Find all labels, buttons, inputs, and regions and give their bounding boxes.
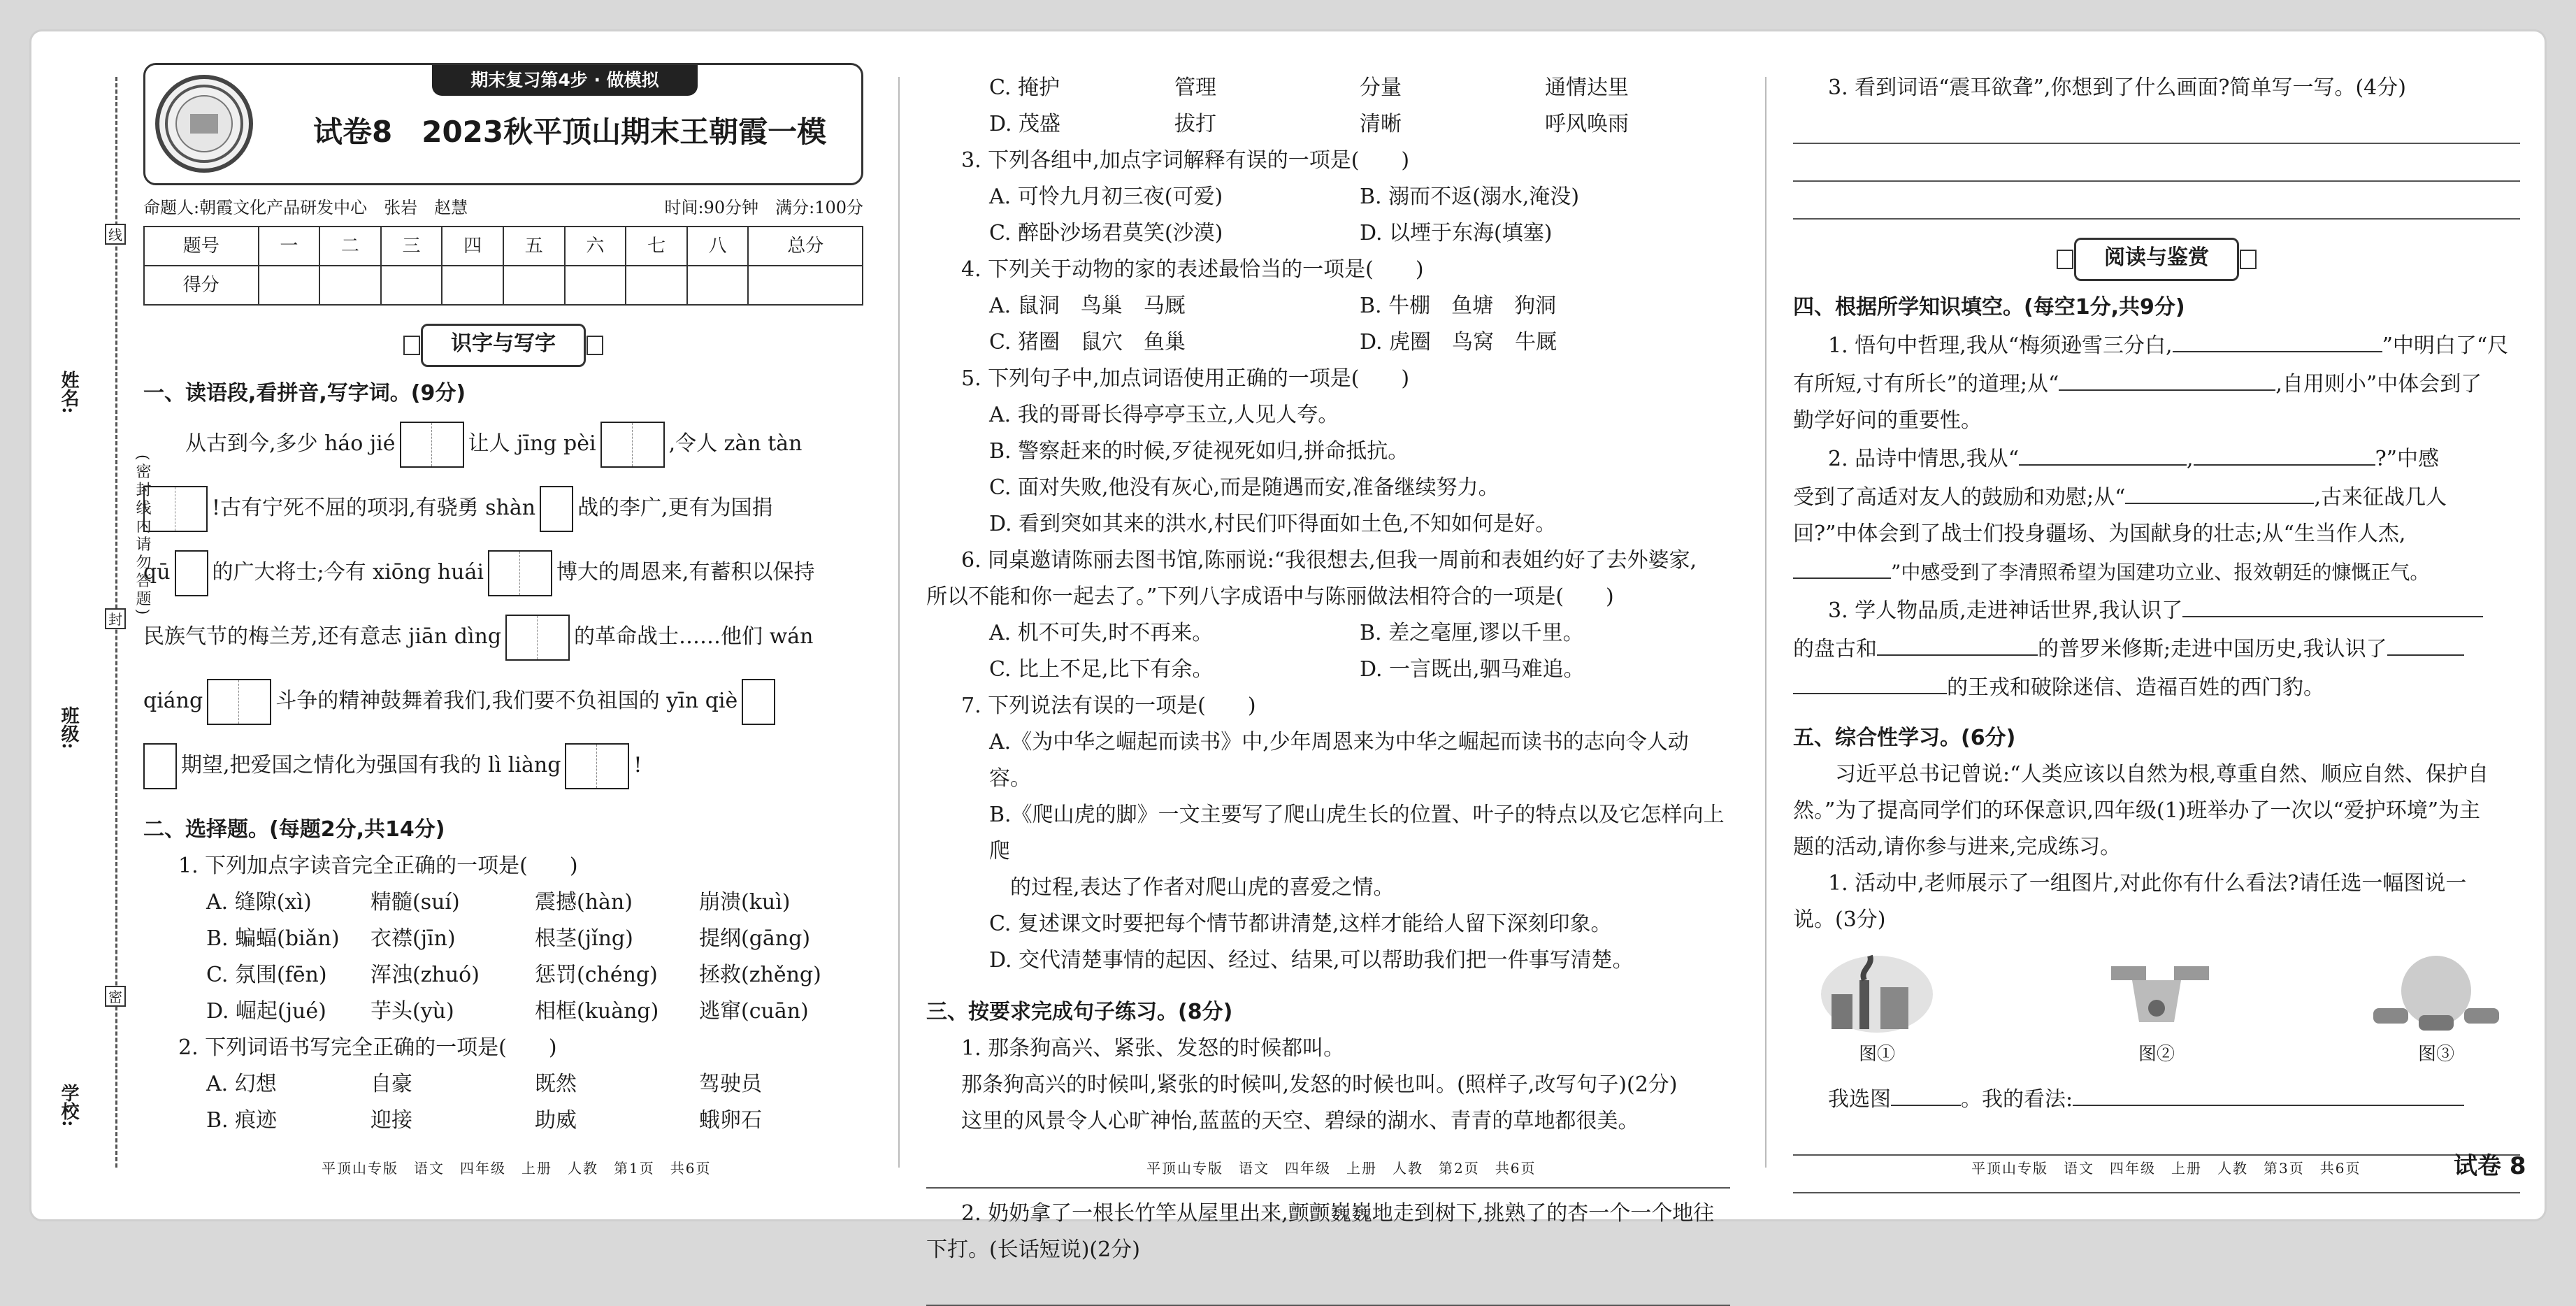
option: A. 机不可失,时不再来。: [989, 621, 1214, 645]
answer-line[interactable]: [1793, 185, 2520, 220]
q1-text: 斗争的精神鼓舞着我们,我们要不负祖国的 yīn qiè: [275, 689, 738, 713]
q1-text: 的广大将士;今有 xiōng huái: [212, 560, 484, 584]
page-divider-1: [898, 77, 900, 1168]
exam-time: 时间:90分钟 满分:100分: [664, 198, 863, 217]
q4-text: 回?”中体会到了战士们投身疆场、为国献身的壮志;从“生当作人杰,: [1793, 522, 2406, 546]
fill-blank[interactable]: [2059, 364, 2275, 391]
option: 管理: [1174, 76, 1216, 100]
option: A. 我的哥哥长得亭亭玉立,人见人夸。: [989, 403, 1339, 427]
q1-text: 民族气节的梅兰芳,还有意志 jiān dìng: [143, 624, 502, 649]
review-banner: 期末复习第4步 · 做模拟: [432, 65, 698, 96]
q5-paragraph: 习近平总书记曾说:“人类应该以自然为根,尊重自然、顺应自然、保护自: [1835, 762, 2489, 787]
option: 蛾卵石: [699, 1108, 762, 1133]
option: 拯救(zhěng): [699, 963, 821, 987]
q4-text: ,古来征战几人: [2314, 485, 2447, 510]
page-2: [926, 70, 1730, 1306]
q1-text: !古有宁死不屈的项羽,有骁勇 shàn: [212, 496, 536, 520]
option: D. 看到突如其来的洪水,村民们吓得面如土色,不知如何是好。: [989, 512, 1557, 536]
answer-line[interactable]: [926, 1271, 1730, 1306]
option: C. 氛围(fēn): [206, 963, 327, 987]
footer-page-1: 平顶山专版 语文 四年级 上册 人教 第1页 共6页: [322, 1160, 712, 1177]
fill-blank[interactable]: [1891, 1079, 1961, 1106]
q4-text: ?”中感: [2375, 447, 2440, 471]
sewage-pipe-icon: [2097, 952, 2216, 1036]
option: 迎接: [370, 1108, 412, 1133]
q1-line-5: [143, 669, 863, 733]
pinyin-box[interactable]: [143, 743, 177, 789]
q3-title: 三、按要求完成句子练习。(8分): [926, 1000, 1233, 1024]
q4-line-1: [1793, 326, 2520, 364]
q3-3-task: 3. 看到词语“震耳欲聋”,你想到了什么画面?简单写一写。(4分): [1828, 76, 2406, 100]
score-input[interactable]: [442, 266, 503, 305]
option: 呼风唤雨: [1545, 112, 1629, 136]
score-cell: 三: [381, 227, 442, 266]
exam-authors: 命题人:朝霞文化产品研发中心 张岩 赵慧: [143, 198, 468, 217]
footer-page-2: 平顶山专版 语文 四年级 上册 人教 第2页 共6页: [1146, 1160, 1537, 1177]
q1-text: 战的李广,更有为国捐: [577, 496, 773, 520]
q1-line-1: [143, 412, 863, 476]
fill-blank[interactable]: [2019, 439, 2187, 466]
option: B. 牛棚 鱼塘 狗洞: [1360, 294, 1557, 318]
option: C. 复述课文时要把每个情节都讲清楚,这样才能给人留下深刻印象。: [989, 912, 1612, 936]
class-label: 班级:: [58, 706, 79, 749]
option: 芋头(yù): [370, 999, 454, 1024]
q2-1-stem: 1. 下列加点字读音完全正确的一项是( ): [178, 854, 578, 878]
exam-header: [143, 63, 863, 185]
score-cell: 总分: [748, 227, 863, 266]
score-input[interactable]: [748, 266, 863, 305]
section-badge-reading: 阅读与鉴赏: [2074, 238, 2239, 281]
q2-2-options-a: [143, 1066, 863, 1103]
fill-blank[interactable]: [2182, 591, 2483, 617]
q3-1-task: 这里的风景令人心旷神怡,蓝蓝的天空、碧绿的湖水、青青的草地都很美。: [961, 1109, 1639, 1133]
q1-line-2: [143, 476, 863, 540]
option: A. 幻想: [206, 1072, 277, 1096]
score-input[interactable]: [687, 266, 749, 305]
fill-blank[interactable]: [2073, 1079, 2464, 1106]
q4-text: 1. 悟句中哲理,我从“梅须逊雪三分白,: [1828, 333, 2173, 358]
option: D. 茂盛: [989, 112, 1061, 136]
option: 通情达里: [1545, 76, 1629, 100]
q5-text: 。我的看法:: [1961, 1087, 2073, 1112]
q4-line-7: [1793, 591, 2520, 629]
q4-line-5: [1793, 516, 2520, 552]
pinyin-box[interactable]: [505, 615, 570, 661]
score-input[interactable]: [626, 266, 687, 305]
score-input[interactable]: [319, 266, 381, 305]
option: C. 掩护: [989, 76, 1060, 100]
q4-text: 的普罗米修斯;走进中国历史,我认识了: [2038, 637, 2387, 661]
q3-2-task: 下打。(长话短说)(2分): [926, 1237, 1140, 1262]
q1-line-3: [143, 540, 863, 605]
q1-text: 的革命战士……他们 wán: [574, 624, 814, 649]
option: 崩溃(kuì): [699, 890, 791, 914]
q1-text: !: [633, 753, 642, 777]
picture-label: 图①: [1858, 1044, 1895, 1065]
option: C. 猪圈 鼠穴 鱼巢: [989, 330, 1186, 354]
traffic-exhaust-icon: [2366, 952, 2506, 1036]
q3-2-sentence: 2. 奶奶拿了一根长竹竿从屋里出来,颤颤巍巍地走到树下,挑熟了的杏一个一个地往: [961, 1201, 1715, 1226]
q4-line-8: [1793, 629, 2520, 668]
seal-mark-secret: 密: [105, 986, 126, 1007]
q4-line-9: [1793, 668, 2520, 706]
q1-text: 从古到今,多少 háo jié: [185, 431, 396, 456]
pinyin-box[interactable]: [143, 486, 208, 532]
q4-line-4: [1793, 478, 2520, 516]
q2-3-options-cd: [926, 215, 1730, 252]
q1-line-6: [143, 733, 863, 798]
q2-2-options-c: [926, 70, 1730, 106]
score-cell: 二: [319, 227, 381, 266]
score-table: [143, 226, 863, 306]
option: D. 一言既出,驷马难追。: [1360, 657, 1585, 682]
q2-6-options-cd: [926, 652, 1730, 688]
q1-title: 一、读语段,看拼音,写字词。(9分): [143, 381, 466, 406]
option: 清晰: [1360, 112, 1402, 136]
answer-line[interactable]: [1793, 147, 2520, 182]
q5-text: 我选图: [1828, 1087, 1891, 1112]
score-value-row: [144, 266, 863, 305]
q1-line-4: [143, 605, 863, 669]
fill-blank[interactable]: [2125, 478, 2314, 504]
q2-title: 二、选择题。(每题2分,共14分): [143, 817, 445, 842]
option: 自豪: [370, 1072, 412, 1096]
picture-row: [1807, 952, 2506, 1072]
option: C. 醉卧沙场君莫笑(沙漠): [989, 221, 1223, 245]
q1-text: ,令人 zàn tàn: [668, 431, 803, 456]
page-3: [1793, 70, 2520, 1193]
option: 驾驶员: [699, 1072, 762, 1096]
q2-1-options-a: [143, 884, 863, 921]
q1-text: 让人 jīng pèi: [468, 431, 596, 456]
score-cell: 五: [503, 227, 565, 266]
picture-1: [1807, 952, 1947, 1072]
fill-blank[interactable]: [2194, 439, 2375, 466]
pinyin-box[interactable]: [600, 422, 665, 468]
score-header-row: [144, 227, 863, 266]
score-cell: 七: [626, 227, 687, 266]
fill-blank[interactable]: [2387, 629, 2464, 656]
q2-1-options-c: [143, 957, 863, 993]
school-label: 学校:: [58, 1084, 79, 1127]
picture-label: 图②: [2138, 1044, 2175, 1065]
option: 助威: [535, 1108, 577, 1133]
option: A. 可怜九月初三夜(可爱): [989, 185, 1223, 209]
score-cell: 八: [687, 227, 749, 266]
pinyin-box[interactable]: [175, 550, 208, 596]
option: A. 缝隙(xì): [206, 890, 312, 914]
pinyin-box[interactable]: [207, 679, 271, 725]
q4-text: 有所短,寸有所长”的道理;从“: [1793, 372, 2059, 396]
score-cell: 一: [259, 227, 320, 266]
section-badge-writing: 识字与写字: [421, 324, 586, 367]
q2-4-options-ab: [926, 288, 1730, 324]
q1-text: qiáng: [143, 689, 203, 713]
q1-text: 博大的周恩来,有蓄积以保持: [556, 560, 815, 584]
fill-blank[interactable]: [1793, 668, 1947, 694]
q5-paragraph: 题的活动,请你参与进来,完成练习。: [1793, 835, 2122, 859]
option: 逃窜(cuān): [699, 999, 809, 1024]
score-input[interactable]: [565, 266, 626, 305]
q2-4-stem: 4. 下列关于动物的家的表述最恰当的一项是( ): [961, 257, 1424, 282]
pinyin-box[interactable]: [400, 422, 464, 468]
q5-paragraph: 然。”为了提高同学们的环保意识,四年级(1)班举办了一次以“爱护环境”为主: [1793, 798, 2481, 823]
option: 拔打: [1174, 112, 1216, 136]
option: C. 面对失败,他没有灰心,而是随遇而安,准备继续努力。: [989, 475, 1499, 500]
q4-text: 受到了高适对友人的鼓励和劝慰;从“: [1793, 485, 2126, 510]
q2-7-stem: 7. 下列说法有误的一项是( ): [961, 694, 1256, 718]
q2-2-options-d: [926, 106, 1730, 143]
paper-number: 试卷 8: [2454, 1152, 2526, 1180]
q4-text: ,自用则小”中体会到了: [2275, 372, 2482, 396]
page-1: [143, 63, 863, 1139]
exam-meta: [143, 194, 863, 222]
q2-1-options-d: [143, 993, 863, 1030]
score-cell: 得分: [144, 266, 259, 305]
q5-1-task-cont: 说。(3分): [1793, 907, 1886, 932]
q2-2-stem: 2. 下列词语书写完全正确的一项是( ): [178, 1035, 557, 1060]
q4-title: 四、根据所学知识填空。(每空1分,共9分): [1793, 295, 2185, 320]
footer-page-3: 平顶山专版 语文 四年级 上册 人教 第3页 共6页: [1971, 1160, 2361, 1177]
q3-1-example: 那条狗高兴的时候叫,紧张的时候叫,发怒的时候也叫。(照样子,改写句子)(2分): [961, 1072, 1678, 1097]
option: 惩罚(chéng): [535, 963, 658, 987]
option: D. 交代清楚事情的起因、经过、结果,可以帮助我们把一件事写清楚。: [989, 948, 1634, 973]
option: 根茎(jǐng): [535, 926, 633, 951]
exam-title: 试卷8 2023秋平顶山期末王朝霞一模: [313, 115, 827, 149]
binding-strip: [42, 77, 151, 1168]
q1-text: qū: [143, 560, 171, 584]
pinyin-box[interactable]: [488, 550, 552, 596]
score-input[interactable]: [503, 266, 565, 305]
fill-blank[interactable]: [2173, 326, 2382, 352]
option-cont: 的过程,表达了作者对爬山虎的喜爱之情。: [1010, 875, 1395, 900]
seal-note: (密封线内请勿答题): [134, 454, 151, 618]
q2-6-stem-cont: 所以不能和你一起去了。”下列八字成语中与陈丽做法相符合的一项是( ): [926, 584, 1614, 609]
q4-line-2: [1793, 364, 2520, 403]
pinyin-box[interactable]: [742, 679, 775, 725]
score-cell: 四: [442, 227, 503, 266]
option: B. 溺而不返(溺水,淹没): [1360, 185, 1580, 209]
option: 精髓(suí): [370, 890, 460, 914]
answer-line[interactable]: [1793, 109, 2520, 144]
option: 衣襟(jīn): [370, 926, 456, 951]
q4-text: ,: [2187, 447, 2194, 471]
brand-logo-icon: [155, 75, 253, 173]
q1-text: 期望,把爱国之情化为强国有我的 lì liàng: [181, 753, 561, 777]
q2-6-options-ab: [926, 615, 1730, 652]
q4-text: 的盘古和: [1793, 637, 1877, 661]
option: B. 蝙蝠(biǎn): [206, 926, 340, 951]
seal-mark-seal: 封: [105, 608, 126, 629]
option: A.《为中华之崛起而读书》中,少年周恩来为中华之崛起而读书的志向令人动容。: [989, 730, 1689, 791]
q4-text: 的王戎和破除迷信、造福百姓的西门豹。: [1947, 675, 2324, 700]
option: 既然: [535, 1072, 577, 1096]
score-input[interactable]: [381, 266, 442, 305]
option: 提纲(gāng): [699, 926, 811, 951]
option: B.《爬山虎的脚》一文主要写了爬山虎生长的位置、叶子的特点以及它怎样向上爬: [989, 803, 1725, 863]
pinyin-box[interactable]: [565, 743, 629, 789]
option: D. 虎圈 鸟窝 牛厩: [1360, 330, 1557, 354]
q2-3-options-ab: [926, 179, 1730, 215]
picture-3: [2366, 952, 2506, 1072]
q5-title: 五、综合性学习。(6分): [1793, 726, 2016, 750]
option: 分量: [1360, 76, 1402, 100]
q2-3-stem: 3. 下列各组中,加点字词解释有误的一项是( ): [961, 148, 1410, 173]
option: 相框(kuàng): [535, 999, 659, 1024]
q2-6-stem: 6. 同桌邀请陈丽去图书馆,陈丽说:“我很想去,但我一周前和表姐约好了去外婆家,: [961, 548, 1697, 573]
page-divider-2: [1765, 77, 1766, 1168]
q2-1-options-b: [143, 921, 863, 957]
q2-4-options-cd: [926, 324, 1730, 361]
q4-text: 2. 品诗中情思,我从“: [1828, 447, 2020, 471]
q2-2-options-b: [143, 1103, 863, 1139]
q5-choose-line: [1793, 1079, 2520, 1118]
fill-blank[interactable]: [1793, 552, 1891, 579]
picture-label: 图③: [2417, 1044, 2454, 1065]
factory-pollution-icon: [1818, 952, 1936, 1036]
q4-text: ”中感受到了李清照希望为国建功立业、报效朝廷的慷慨正气。: [1891, 561, 2430, 584]
option: B. 痕迹: [206, 1108, 278, 1133]
pinyin-box[interactable]: [540, 486, 573, 532]
q2-5-stem: 5. 下列句子中,加点词语使用正确的一项是( ): [961, 366, 1410, 391]
score-input[interactable]: [259, 266, 320, 305]
option: A. 鼠洞 鸟巢 马厩: [989, 294, 1186, 318]
score-cell: 题号: [144, 227, 259, 266]
option: D. 崛起(jué): [206, 999, 326, 1024]
option: B. 警察赶来的时候,歹徒视死如归,拼命抵抗。: [989, 439, 1409, 464]
answer-line[interactable]: [1793, 1121, 2520, 1156]
score-cell: 六: [565, 227, 626, 266]
seal-mark-line: 线: [105, 224, 126, 245]
option: B. 差之毫厘,谬以千里。: [1360, 621, 1584, 645]
q4-text: 3. 学人物品质,走进神话世界,我认识了: [1828, 598, 2183, 623]
option: 浑浊(zhuó): [370, 963, 480, 987]
name-label: 姓名:: [58, 371, 79, 414]
fill-blank[interactable]: [1877, 629, 2038, 656]
option: 震撼(hàn): [535, 890, 633, 914]
picture-2: [2087, 952, 2226, 1072]
q4-text: 勤学好问的重要性。: [1793, 408, 1982, 433]
q4-line-3: [1793, 439, 2520, 478]
option: C. 比上不足,比下有余。: [989, 657, 1214, 682]
q4-line-6: [1793, 552, 2520, 591]
q4-text: ”中明白了“尺: [2382, 333, 2509, 358]
q5-1-task: 1. 活动中,老师展示了一组图片,对此你有什么看法?请任选一幅图说一: [1828, 871, 2467, 896]
q3-1-sentence: 1. 那条狗高兴、紧张、发怒的时候都叫。: [961, 1036, 1345, 1061]
option: D. 以堙于东海(填塞): [1360, 221, 1553, 245]
